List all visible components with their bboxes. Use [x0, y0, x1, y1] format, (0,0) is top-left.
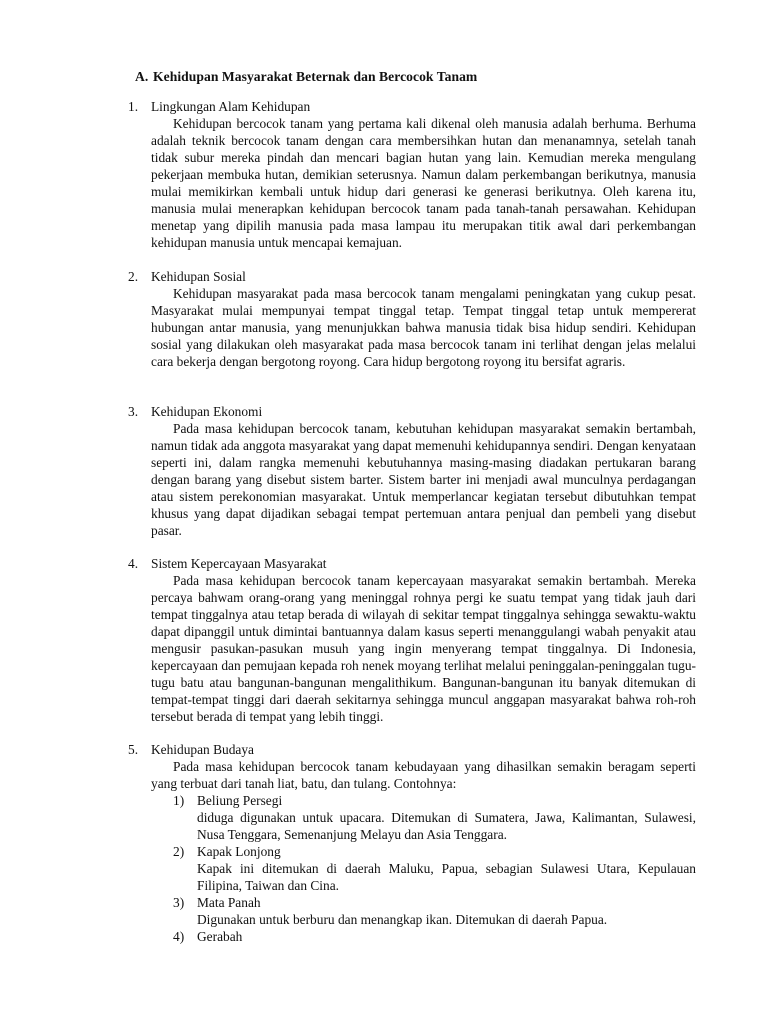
culture-items-list: [151, 792, 696, 945]
heading-number: A.: [135, 69, 149, 84]
section-title-text: Kehidupan Ekonomi: [151, 404, 263, 419]
section-paragraph: Pada masa kehidupan bercocok tanam kepercayaan masyarakat semakin bertambah. Mereka percaya bahwam orang-orang yang meninggal rohnya pergi ke suatu tempat yang tidak jauh dari tempat tinggalnya atau tetap berada di wilayah di sekitar tempat tinggalnya sehingga sewaktu-waktu dapat dipanggil untuk dimintai bantuannya dalam kasus seperti menanggulangi wabah penyakit atau mengusir pasukan-pasukan musuh yang ingin menyerang tempat tinggalnya. Di Indonesia, kepercayaan dan pemujaan kepada roh nenek moyang terlihat melalui peninggalan-peninggalan tugu-tugu batu atau bangunan-bangunan mengalithikum. Bangunan-bangunan itu banyak ditemukan di tempat-tempat tinggi dari daerah sekitarnya sehingga muncul anggapan masyarakat bahwa roh-roh tersebut berada di tempat yang lebih tinggi.: [151, 573, 696, 724]
section-title: [128, 268, 696, 285]
section-number: 1.: [128, 99, 139, 114]
list-item-number-title: [151, 843, 696, 860]
section-number: 4.: [128, 556, 139, 571]
list-item-number-title: [151, 894, 696, 911]
list-item-number-title: [151, 792, 696, 809]
section-number: 2.: [128, 269, 139, 284]
section-heading: [135, 68, 477, 85]
section-title: [128, 741, 696, 758]
section-sistem-kepercayaan: [128, 555, 696, 725]
list-item-name: Mata Panah: [197, 895, 261, 910]
section-kehidupan-budaya: [128, 741, 696, 945]
section-number: 5.: [128, 742, 139, 757]
list-item-number: 4): [173, 929, 185, 944]
section-title: [128, 555, 696, 572]
list-item-name: Beliung Persegi: [197, 793, 283, 808]
section-title-text: Kehidupan Sosial: [151, 269, 246, 284]
heading-title: Kehidupan Masyarakat Beternak dan Bercocok Tanam: [153, 69, 478, 84]
section-kehidupan-sosial: [128, 268, 696, 370]
section-title: [128, 98, 696, 115]
section-lingkungan-alam: [128, 98, 696, 251]
section-title-text: Lingkungan Alam Kehidupan: [151, 99, 311, 114]
list-item-description: Kapak ini ditemukan di daerah Maluku, Papua, sebagian Sulawesi Utara, Kepulauan Filipina, Taiwan dan Cina.: [197, 861, 696, 893]
list-item-description: diduga digunakan untuk upacara. Ditemukan di Sumatera, Jawa, Kalimantan, Sulawesi, Nusa Tenggara, Semenanjung Melayu dan Asia Tenggara.: [197, 810, 696, 842]
section-title: [128, 403, 696, 420]
list-item-description: Digunakan untuk berburu dan menangkap ikan. Ditemukan di daerah Papua.: [197, 912, 608, 927]
section-number: 3.: [128, 404, 139, 419]
section-title-text: Sistem Kepercayaan Masyarakat: [151, 556, 327, 571]
list-item-number-title: [151, 928, 696, 945]
section-title-text: Kehidupan Budaya: [151, 742, 255, 757]
section-paragraph: Pada masa kehidupan bercocok tanam kebudayaan yang dihasilkan semakin beragam seperti yang terbuat dari tanah liat, batu, dan tulang. Contohnya:: [151, 759, 696, 791]
list-item-number: 1): [173, 793, 185, 808]
list-item-number: 3): [173, 895, 185, 910]
section-kehidupan-ekonomi: [128, 403, 696, 539]
list-item-number: 2): [173, 844, 185, 859]
section-paragraph: Pada masa kehidupan bercocok tanam, kebutuhan kehidupan masyarakat semakin bertambah, namun tidak ada anggota masyarakat yang dapat memenuhi kehidupannya sendiri. Dengan kenyataan seperti ini, dalam rangka memenuhi kebutuhannya masing-masing diadakan pertukaran barang dengan barang yang disebut sistem barter. Sistem barter ini menjadi awal munculnya perdagangan atau sistem perekonomian masyarakat. Untuk memperlancar kegiatan tersebut dibutuhkan tempat khusus yang dapat dijadikan sebagai tempat pertemuan antara penjual dan pembeli yang disebut pasar.: [151, 421, 696, 538]
section-paragraph: Kehidupan bercocok tanam yang pertama kali dikenal oleh manusia adalah berhuma. Berhuma adalah teknik bercocok tanam dengan cara membersihkan hutan dan menanamnya, setelah tanah tidak subur mereka pindah dan mencari bagian hutan yang lain. Kemudian mereka mengulang pekerjaan membuka hutan, demikian seterusnya. Namun dalam perkembangan berikutnya, manusia mulai memikirkan kembali untuk hidup dari generasi ke generasi berikutnya. Oleh karena itu, manusia mulai menerapkan kehidupan bercocok tanam pada tanah-tanah persawahan. Kehidupan menetap yang dipilih manusia pada masa lampau itu merupakan titik awal dari perkembangan kehidupan manusia untuk mencapai kemajuan.: [151, 116, 696, 250]
list-item-name: Kapak Lonjong: [197, 844, 281, 859]
section-paragraph: Kehidupan masyarakat pada masa bercocok tanam mengalami peningkatan yang cukup pesat. Masyarakat mulai mempunyai tempat tinggal tetap. Tempat tinggal tetap untuk mempererat hubungan antar manusia, yang menunjukkan bahwa manusia tidak bisa hidup sendiri. Kehidupan sosial yang dilakukan oleh masyarakat pada masa bercocok tanam ini terlihat dengan jelas melalui cara bekerja dengan bergotong royong. Cara hidup bergotong royong itu bersifat agraris.: [151, 286, 696, 369]
list-item-name: Gerabah: [197, 929, 243, 944]
